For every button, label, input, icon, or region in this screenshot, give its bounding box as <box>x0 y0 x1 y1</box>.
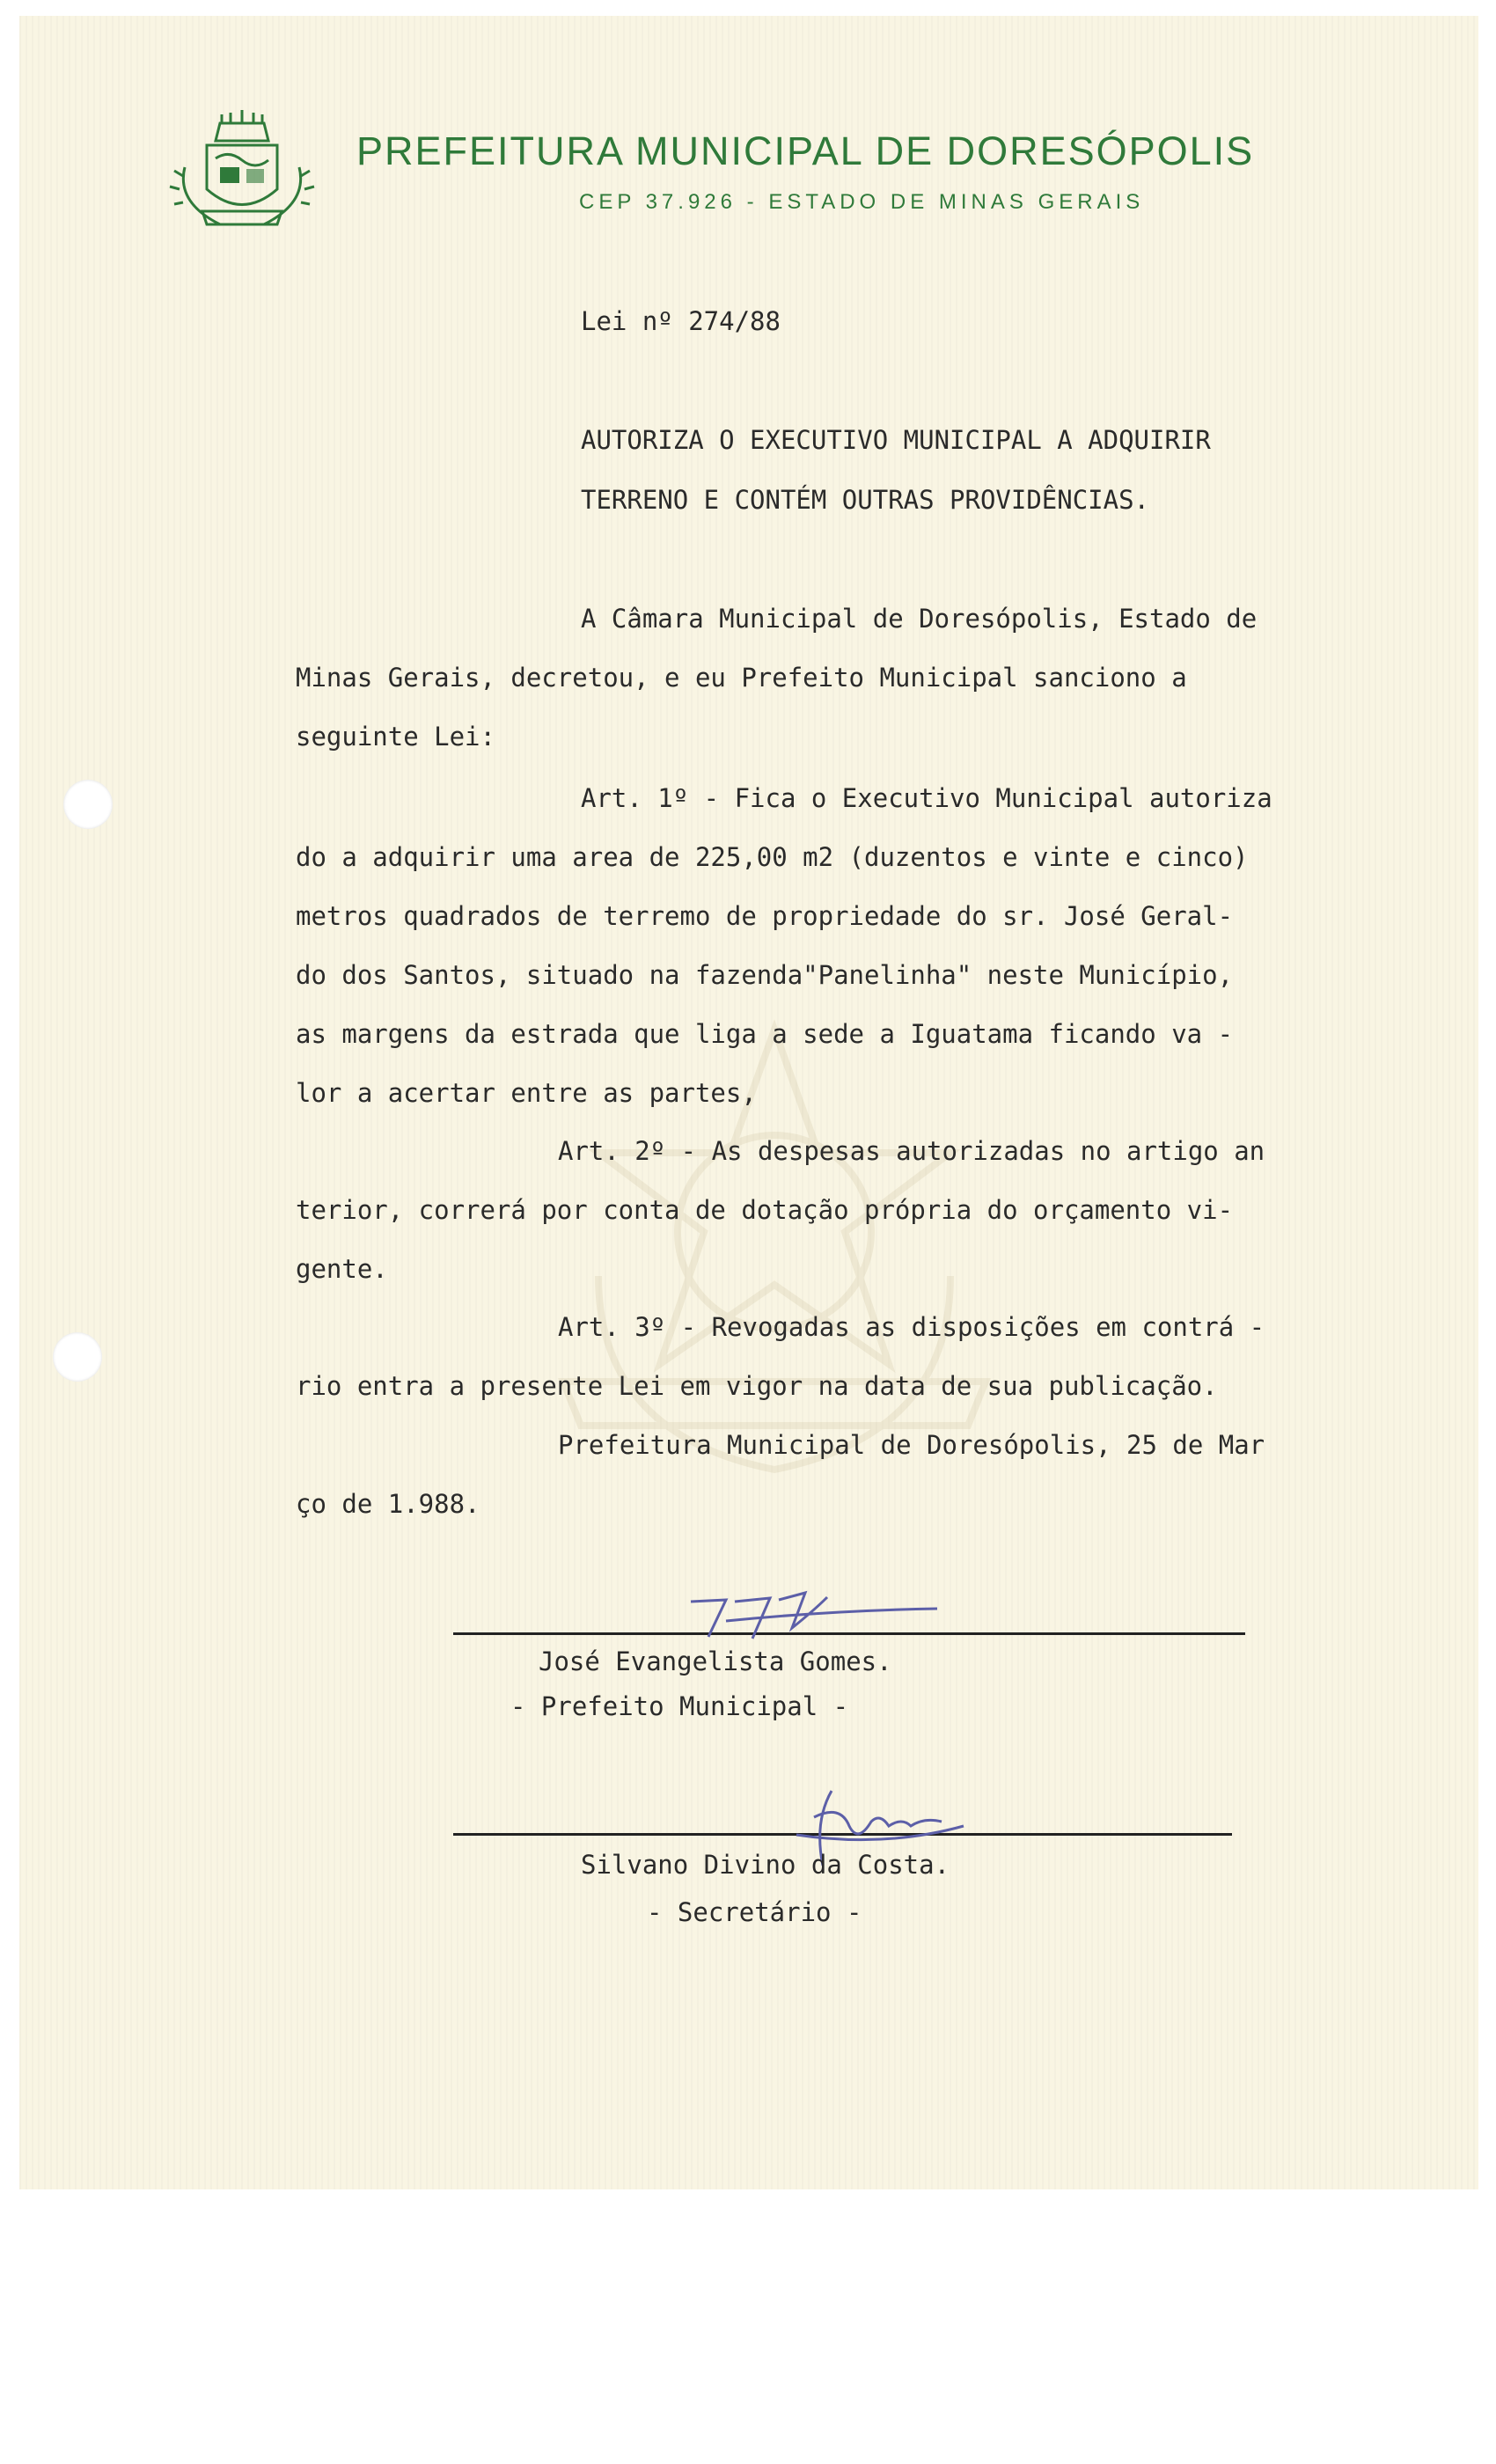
signatory-role-secretary: - Secretário - <box>647 1897 862 1927</box>
ementa-line-2: TERRENO E CONTÉM OUTRAS PROVIDÊNCIAS. <box>581 485 1150 515</box>
body-line-8: as margens da estrada que liga a sede a Iguatama ficando va - <box>296 1019 1234 1049</box>
signatory-name-mayor: José Evangelista Gomes. <box>539 1646 892 1676</box>
body-line-14: rio entra a presente Lei em vigor na data de sua publicação. <box>296 1371 1218 1401</box>
ementa-line-1: AUTORIZA O EXECUTIVO MUNICIPAL A ADQUIRIR <box>581 425 1211 455</box>
body-line-13: Art. 3º - Revogadas as disposições em contrá - <box>558 1312 1265 1342</box>
body-line-16: ço de 1.988. <box>296 1489 480 1519</box>
letterhead-subtitle: CEP 37.926 - ESTADO DE MINAS GERAIS <box>579 190 1145 214</box>
body-line-11: terior, correrá por conta de dotação própria do orçamento vi- <box>296 1195 1234 1225</box>
body-line-9: lor a acertar entre as partes, <box>296 1078 757 1108</box>
body-line-1: A Câmara Municipal de Doresópolis, Estado de <box>581 604 1258 634</box>
law-number: Lei nº 274/88 <box>581 306 781 336</box>
signatory-role-mayor: - Prefeito Municipal - <box>510 1691 849 1721</box>
punch-hole-bottom <box>53 1332 102 1382</box>
handwritten-signature-mayor <box>673 1575 937 1654</box>
body-line-10: Art. 2º - As despesas autorizadas no artigo an <box>558 1136 1265 1166</box>
body-line-12: gente. <box>296 1254 388 1284</box>
letterhead-title: PREFEITURA MUNICIPAL DE DORESÓPOLIS <box>356 128 1255 173</box>
punch-hole-top <box>63 780 113 829</box>
body-line-7: do dos Santos, situado na fazenda"Panelinha" neste Município, <box>296 960 1234 990</box>
body-line-15: Prefeitura Municipal de Doresópolis, 25 de Mar <box>558 1430 1265 1460</box>
body-line-3: seguinte Lei: <box>296 722 495 752</box>
signatory-name-secretary: Silvano Divino da Costa. <box>581 1850 950 1880</box>
body-line-2: Minas Gerais, decretou, e eu Prefeito Municipal sanciono a <box>296 663 1187 693</box>
body-line-5: do a adquirir uma area de 225,00 m2 (duzentos e vinte e cinco) <box>296 842 1249 872</box>
municipal-seal-icon <box>167 106 317 238</box>
body-line-4: Art. 1º - Fica o Executivo Municipal autoriza <box>581 783 1272 813</box>
body-line-6: metros quadrados de terremo de propriedade do sr. José Geral- <box>296 901 1234 931</box>
